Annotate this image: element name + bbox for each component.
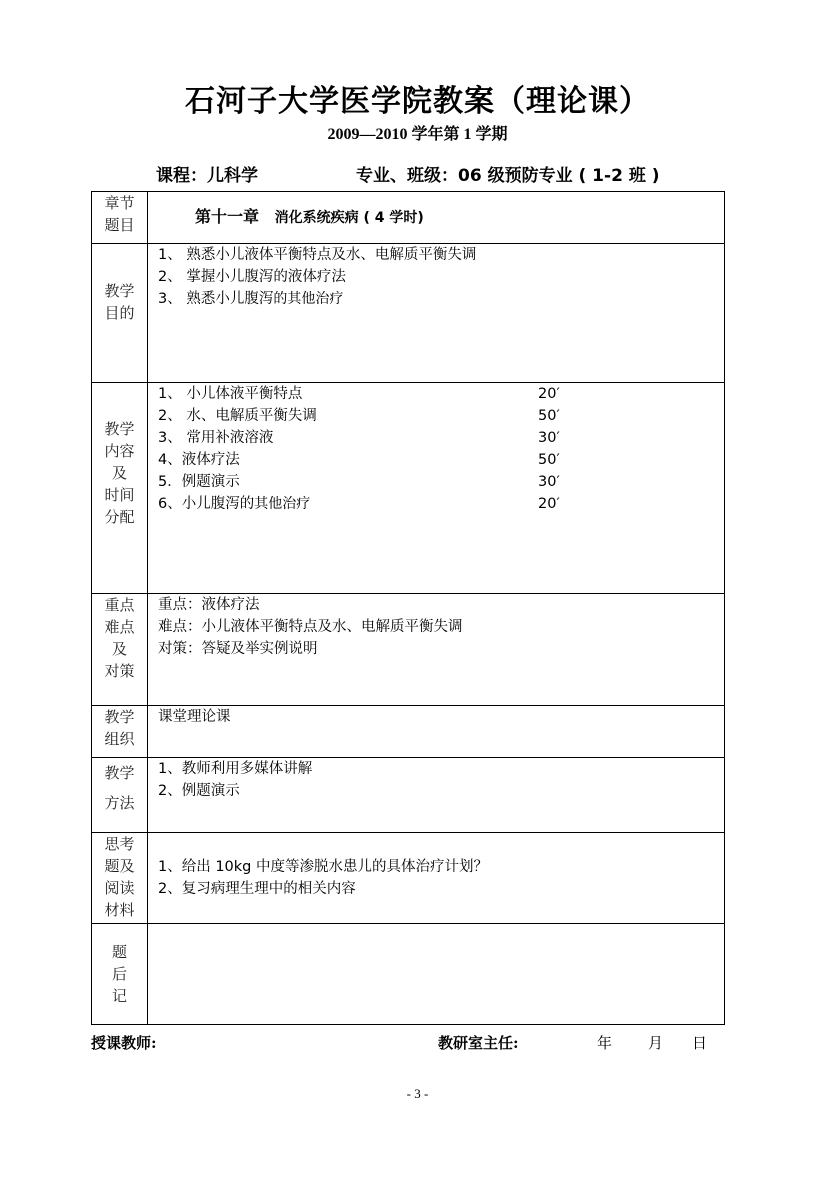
keypoint-item: 重点：液体疗法 [158, 597, 260, 613]
reading-item: 2、复习病理生理中的相关内容 [158, 881, 356, 897]
row-reading [92, 833, 725, 924]
keypoints-cell [148, 594, 725, 706]
row-postscript [92, 924, 725, 1025]
objective-item: 3、 熟悉小儿腹泻的其他治疗 [158, 291, 344, 307]
row-objectives [92, 244, 725, 383]
keypoint-item: 对策：答疑及举实例说明 [158, 641, 318, 657]
row-keypoints [92, 594, 725, 706]
organization-cell [148, 706, 725, 758]
date-year: 年 [597, 1034, 613, 1052]
keypoint-item: 难点：小儿液体平衡特点及水、电解质平衡失调 [158, 619, 463, 635]
postscript-cell[interactable] [148, 924, 725, 1025]
document-title: 石河子大学医学院教案（理论课） [185, 84, 650, 119]
content-item: 6、小儿腹泻的其他治疗 20′ [158, 496, 560, 512]
lesson-plan-table [91, 191, 725, 1025]
organization-text: 课堂理论课 [158, 709, 231, 725]
label-organization: 教学 组织 [92, 706, 148, 758]
row-organization [92, 706, 725, 758]
row-methods [92, 758, 725, 833]
content-item: 5．例题演示 30′ [158, 474, 560, 490]
reading-cell [148, 833, 725, 924]
reading-item: 1、给出 10kg 中度等渗脱水患儿的具体治疗计划？ [158, 859, 488, 875]
chapter-cell [148, 192, 725, 244]
label-methods: 教学 方法 [92, 758, 148, 833]
methods-cell [148, 758, 725, 833]
method-item: 2、例题演示 [158, 783, 240, 799]
row-chapter [92, 192, 725, 244]
label-keypoints: 重点 难点 及 对策 [92, 594, 148, 706]
label-postscript: 题 后 记 [92, 924, 148, 1025]
label-chapter: 章节 题目 [92, 192, 148, 244]
date-month: 月 [648, 1034, 664, 1052]
content-item: 4、液体疗法 50′ [158, 452, 560, 468]
objective-item: 2、 掌握小儿腹泻的液体疗法 [158, 269, 346, 285]
major-class: 专业、班级：06 级预防专业 ( 1-2 班 ) [356, 166, 660, 186]
method-item: 1、教师利用多媒体讲解 [158, 761, 313, 777]
objectives-cell [148, 244, 725, 383]
content-item: 2、 水、电解质平衡失调 50′ [158, 408, 560, 424]
row-content-time [92, 383, 725, 594]
content-time-cell [148, 383, 725, 594]
chapter-number: 第十一章 [195, 207, 260, 226]
chapter-topic: 消化系统疾病 ( 4 学时) [274, 210, 424, 226]
label-objectives: 教学 目的 [92, 244, 148, 383]
label-content-time: 教学 内容 及 时间 分配 [92, 383, 148, 594]
objective-item: 1、 熟悉小儿液体平衡特点及水、电解质平衡失调 [158, 247, 477, 263]
page-number: - 3 - [406, 1086, 429, 1101]
semester-line: 2009—2010 学年第 1 学期 [327, 126, 508, 143]
course-name: 课程：儿科学 [156, 166, 258, 186]
label-reading: 思考 题及 阅读 材料 [92, 833, 148, 924]
teacher-signature-label: 授课教师: [91, 1034, 157, 1052]
content-item: 1、 小儿体液平衡特点 20′ [158, 386, 560, 402]
date-day: 日 [692, 1034, 708, 1052]
director-signature-label: 教研室主任: [438, 1034, 519, 1052]
content-item: 3、 常用补液溶液 30′ [158, 430, 560, 446]
